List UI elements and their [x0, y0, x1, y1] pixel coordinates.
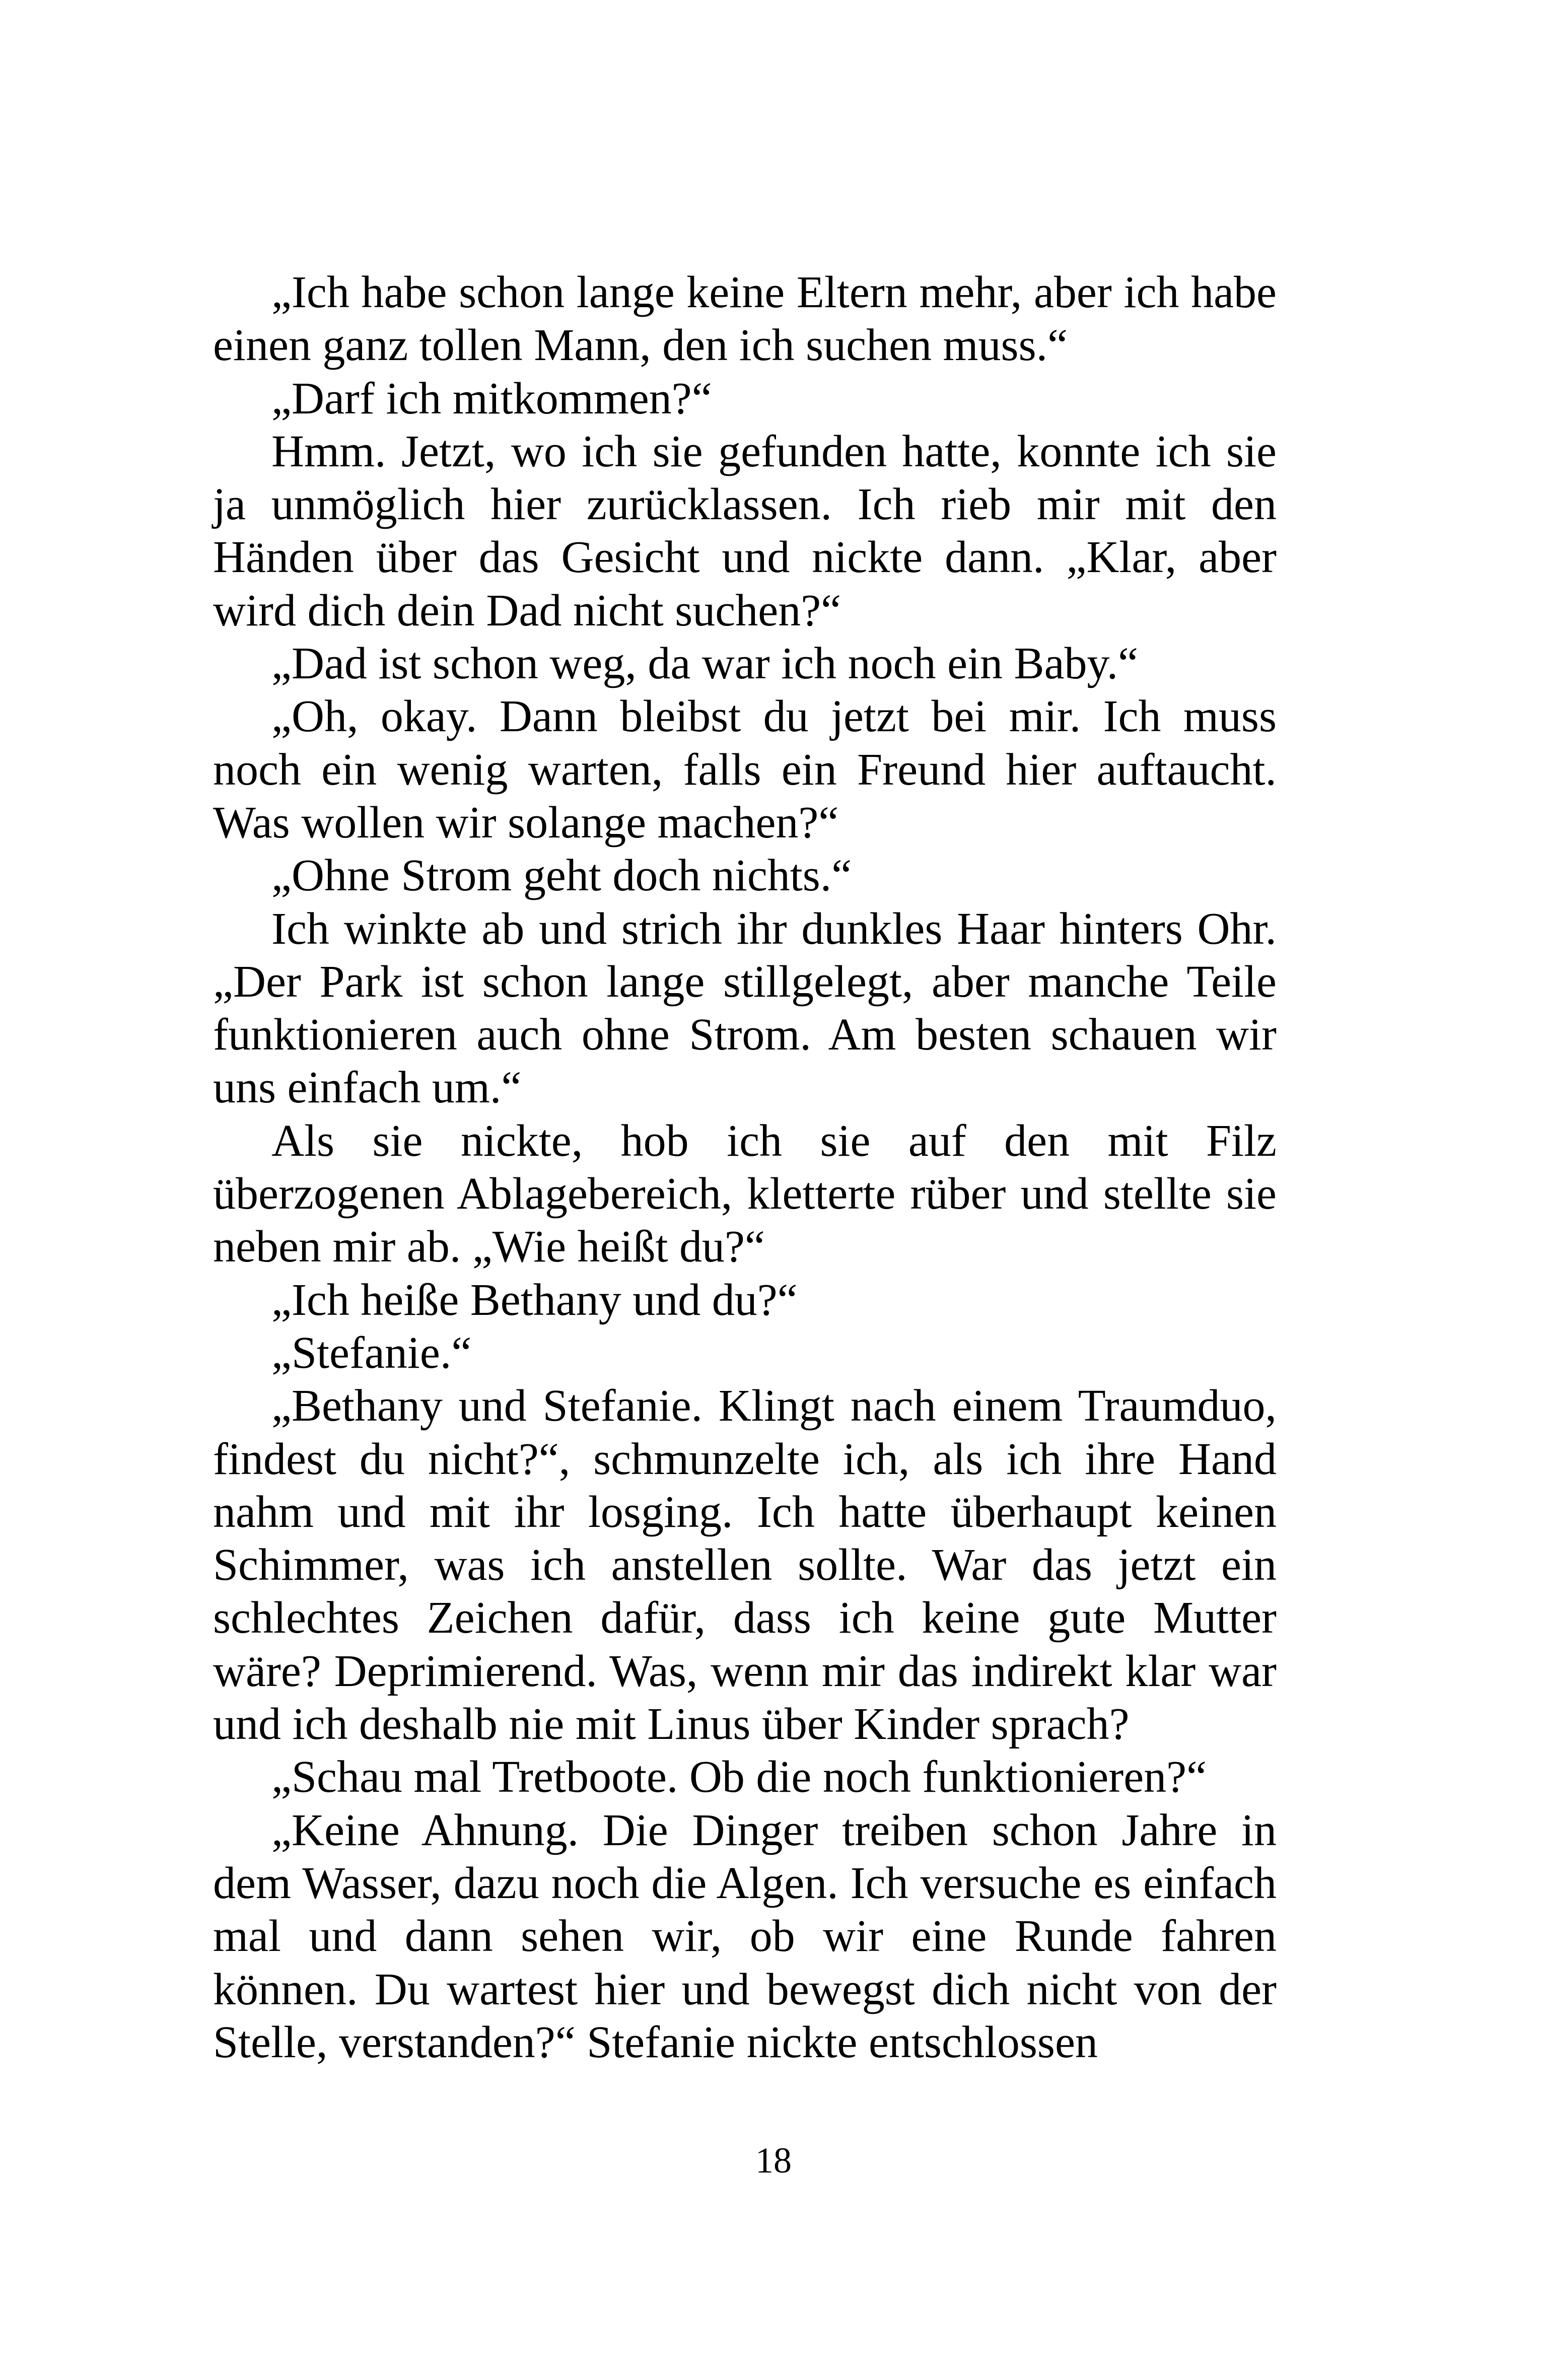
page-number: 18	[755, 2140, 792, 2181]
paragraph: „Ich heiße Bethany und du?“	[271, 1275, 798, 1325]
paragraph: „Oh, okay. Dann bleibst du jetzt bei mir. Ich muss noch ein wenig warten, falls ein Freund hier auftaucht. Was wollen wir solange machen?“	[213, 691, 1277, 848]
paragraph: „Ich habe schon lange keine Eltern mehr, aber ich habe einen ganz tollen Mann, den ich suchen muss.“	[213, 267, 1277, 371]
paragraph: „Schau mal Tretboote. Ob die noch funktionieren?“	[271, 1752, 1207, 1802]
paragraph: Als sie nickte, hob ich sie auf den mit Filz überzogenen Ablagebereich, kletterte rüber und stellte sie neben mir ab. „Wie heißt du?“	[213, 1115, 1277, 1272]
paragraph: „Darf ich mitkommen?“	[271, 373, 712, 424]
paragraph: Hmm. Jetzt, wo ich sie gefunden hatte, konnte ich sie ja unmöglich hier zurücklassen. Ich rieb mir mit den Händen über das Gesicht und nickte dann. „Klar, aber wird dich dein Dad nicht suchen?“	[213, 426, 1277, 636]
paragraph: „Stefanie.“	[271, 1327, 472, 1378]
paragraph: „Bethany und Stefanie. Klingt nach einem Traumduo, findest du nicht?“, schmunzelte ich, als ich ihre Hand nahm und mit ihr losging. Ich hatte überhaupt keinen Schimmer, was ich anstellen sollte. War das jetzt ein schlechtes Zeichen dafür, dass ich keine gute Mutter wäre? Deprimierend. Was, wenn mir das indirekt klar war und ich deshalb nie mit Linus über Kinder sprach?	[213, 1381, 1277, 1749]
paragraph: „Keine Ahnung. Die Dinger treiben schon Jahre in dem Wasser, dazu noch die Algen. Ich versuche es einfach mal und dann sehen wir, ob wir eine Runde fahren können. Du wartest hier und bewegst dich nicht von der Stelle, verstanden?“ Stefanie nickte entschlossen	[213, 1805, 1277, 2067]
paragraph: „Dad ist schon weg, da war ich noch ein Baby.“	[271, 639, 1139, 689]
body-text	[213, 266, 1277, 2069]
paragraph: „Ohne Strom geht doch nichts.“	[271, 851, 852, 901]
paragraph: Ich winkte ab und strich ihr dunkles Haar hinters Ohr. „Der Park ist schon lange stillgelegt, aber manche Teile funktionieren auch ohne Strom. Am besten schauen wir uns einfach um.“	[213, 903, 1277, 1113]
